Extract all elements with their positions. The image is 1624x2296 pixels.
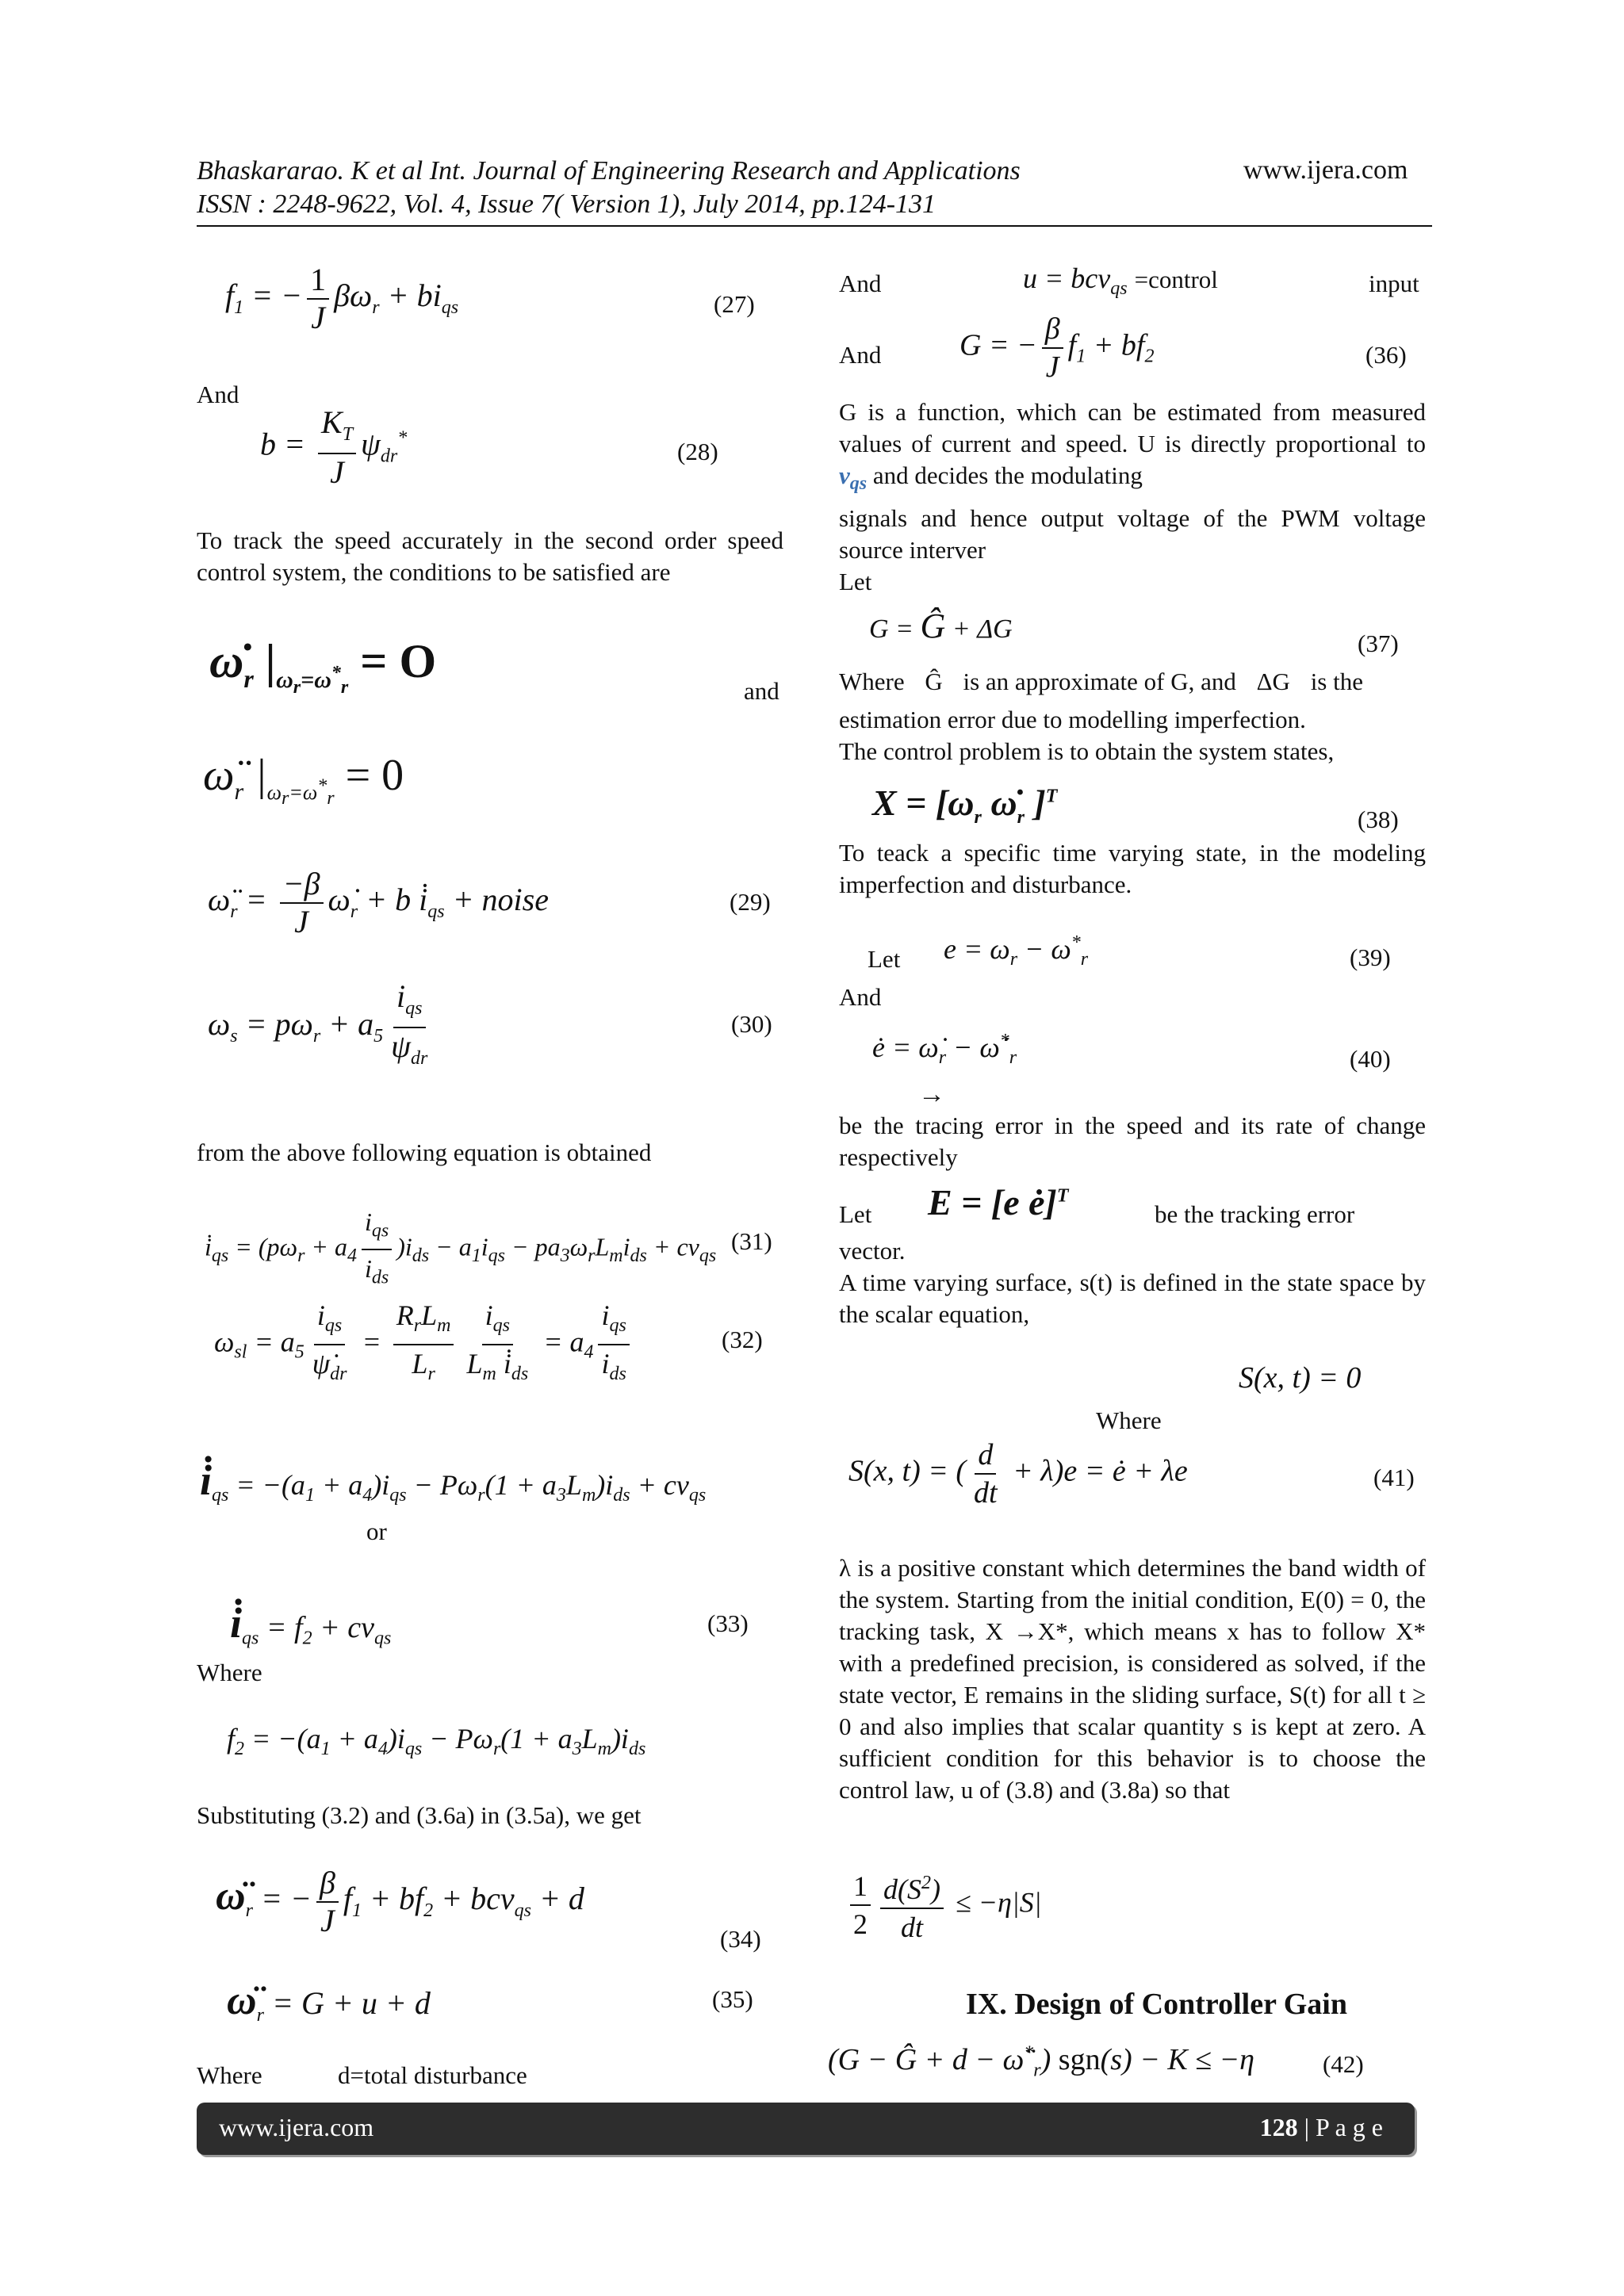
equation-f2: $f_2 = -(a_1 + a_4)i_{qs} - P\omega_r(1 + a_3L_m)i_{ds}$ bbox=[227, 1723, 646, 1760]
equation-32: $\omega_{sl} = a_5$ $\frac{i_{qs}}{\psi̇_{dr}}$ = $\frac{R_rL_m}{L_r}$ $\frac{i_{qs}}{L_m i̇_{ds}}$ = $a_4$ $\frac{i_{qs}}{i_{ds}}$ bbox=[214, 1297, 634, 1392]
or-label: or bbox=[366, 1517, 387, 1545]
paragraph-g-function-text: G is a function, which can be estimated from measured values of current and speed. U is directly proportional to bbox=[839, 398, 1426, 457]
paragraph-time-varying: A time varying surface, s(t) is defined in the state space by the scalar equation, bbox=[839, 1269, 1426, 1328]
eq-number-38: (38) bbox=[1358, 806, 1399, 833]
equation-42: (G − Ĝ + $d - \omegä^*_r$) sgn(s) − K ≤ −η bbox=[828, 2042, 1255, 2081]
eq-number-33: (33) bbox=[707, 1609, 749, 1637]
condition-1: $\omegȧ_r$ $|_{\omega_r=\omega^*_r} = O$ bbox=[209, 635, 437, 698]
equation-38: $X = [\omega_r$ $\omegȧ_r$ ]$^T$ bbox=[872, 783, 1058, 828]
section-heading: IX. Design of Controller Gain bbox=[966, 1988, 1347, 2021]
equation-40: ė = $\omegȧ_r$ − $\omegȧ^*_r$ bbox=[872, 1031, 1017, 1069]
page-number: 128 bbox=[1259, 2113, 1298, 2141]
eq-number-31: (31) bbox=[731, 1227, 772, 1255]
equation-29: $\omegä_r$ = $\frac{-\beta}{J}$ $\omegȧ_r + b$ $i̇_{qs}$ + noise bbox=[208, 866, 549, 939]
equation-37: G = Ĝ + ΔG bbox=[869, 607, 1013, 645]
where-label-3: Where bbox=[1096, 1406, 1162, 1434]
footer-page bbox=[1260, 2113, 1383, 2142]
estimation-error-line: estimation error due to modelling imperfection. bbox=[839, 706, 1306, 733]
and-word: and bbox=[744, 677, 779, 705]
control-problem-line: The control problem is to obtain the system states, bbox=[839, 737, 1335, 765]
g-hat-symbol: Ĝ bbox=[925, 668, 943, 695]
equation-35: $\omegä_r = G + u + d$ bbox=[227, 1978, 431, 2026]
right-and-3: And bbox=[839, 983, 882, 1011]
equation-30: $\omega_s = p\omega_r + a_5$ $\frac{i_{qs}}{\psi_{dr}}$ bbox=[208, 978, 428, 1069]
eq-number-41: (41) bbox=[1373, 1464, 1415, 1491]
equation-27: $f_1$ = − $\frac{1}{J}$ $\beta\omega_r + bi_{qs}$ bbox=[225, 262, 459, 335]
paragraph-lambda: λ is a positive constant which determines the band width of the system. Starting from the initial condition, E(0) = 0, the tracking task, X →X*, which means x has to follow X* with a predefined precision, is considered as solved, if the state vector, E remains in the sliding surface, S(t) for all t ≥ 0 and also implies that scalar quantity s is kept at zero. A sufficient condition for this behavior is to choose the control law, u of (3.8) and (3.8a) so that bbox=[839, 1554, 1426, 1804]
eq-number-29: (29) bbox=[730, 888, 771, 916]
equation-36: G = − $\frac{\beta}{J}$ $f_1 + bf_2$ bbox=[959, 312, 1155, 384]
surface-zero-eq: S(x, t) = 0 bbox=[1239, 1361, 1362, 1395]
eq-number-39: (39) bbox=[1350, 943, 1391, 971]
header-site[interactable]: www.ijera.com bbox=[1243, 155, 1408, 185]
equation-39: $e = \omega_r - \omega^*_r$ bbox=[944, 932, 1089, 970]
paragraph-g-function-tail: and decides the modulating bbox=[872, 461, 1143, 489]
eq-number-27: (27) bbox=[714, 290, 755, 318]
vector-label: vector. bbox=[839, 1237, 906, 1265]
where-approx-line bbox=[839, 666, 1426, 698]
where-label-2: Where bbox=[197, 2061, 262, 2089]
paragraph-track-speed: To track the speed accurately in the second order speed control system, the conditions to be satisfied are bbox=[197, 526, 783, 586]
right-let-3: Let bbox=[839, 1200, 872, 1228]
sufficient-condition-eq: $\frac{1}{2}$ $\frac{d(S^2)}{dt}$ ≤ −η|S| bbox=[845, 1865, 1042, 1946]
paragraph-following-eq: from the above following equation is obtained bbox=[197, 1138, 652, 1166]
eq-number-28: (28) bbox=[677, 438, 718, 465]
equation-41: S(x, t) = ( $\frac{d}{dt}$ + λ)e = ė + λe bbox=[848, 1438, 1188, 1510]
condition-2: $\omegä_r$ $|_{\omega_r=\omega^*_r} = 0$ bbox=[203, 751, 404, 809]
vqs-symbol: $v_{qs}$ bbox=[839, 461, 868, 495]
right-and-2: And bbox=[839, 341, 882, 369]
eq-number-40: (40) bbox=[1350, 1045, 1391, 1073]
eq-number-37: (37) bbox=[1358, 629, 1399, 657]
paragraph-g-function bbox=[839, 396, 1426, 499]
error-vector-equation: E = [e ė]$^T$ bbox=[928, 1182, 1069, 1223]
disturbance-definition: d=total disturbance bbox=[338, 2061, 527, 2089]
and-label: And bbox=[197, 381, 239, 408]
input-label: input bbox=[1369, 270, 1419, 297]
header-rule bbox=[197, 225, 1432, 227]
where-label-1: Where bbox=[197, 1659, 262, 1686]
arrow-mark: → bbox=[918, 1080, 945, 1109]
equation-28: b = $\frac{K_T}{J}$ $\psi_{dr}^*$ bbox=[260, 404, 408, 490]
equation-34: $\omegä_r$ = − $\frac{\beta}{J}$ $f_1 + bf_2 + bcv_{qs} + d$ bbox=[216, 1865, 584, 1938]
paragraph-teack: To teack a specific time varying state, in the modeling imperfection and disturbance. bbox=[839, 839, 1426, 898]
eq-number-32: (32) bbox=[722, 1326, 763, 1353]
equation-iqs-dot: $i̇_{qs} = -(a_1 + a_4)i_{qs} - P\omega_r(1 + a_3L_m)i_{ds} + cv_{qs}$ bbox=[200, 1456, 707, 1506]
eq-number-42: (42) bbox=[1323, 2050, 1364, 2078]
paragraph-substituting: Substituting (3.2) and (3.6a) in (3.5a), we get bbox=[197, 1801, 642, 1829]
page-label: | P a g e bbox=[1297, 2113, 1383, 2141]
equation-33: $i̇_{qs} = f_2 + cv_{qs}$ bbox=[230, 1599, 392, 1649]
paragraph-tracing-error: be the tracing error in the speed and its rate of change respectively bbox=[839, 1112, 1426, 1171]
equation-31: $i̇_{qs} = (p\omega_r + a_4$ $\frac{i_{qs}}{i_{ds}}$ )$i_{ds} - a_1i_{qs} - pa_3\omega_rL_mi_{ds} + cv_{qs}$ bbox=[205, 1203, 716, 1296]
where-approx-c: is the bbox=[1310, 668, 1363, 695]
header-issn: ISSN : 2248-9622, Vol. 4, Issue 7( Version 1), July 2014, pp.124-131 bbox=[197, 189, 936, 219]
paragraph-modulating: signals and hence output voltage of the PWM voltage source interver bbox=[839, 504, 1426, 564]
header-journal: Bhaskararao. K et al Int. Journal of Engineering Research and Applications bbox=[197, 156, 1021, 186]
eq-number-35: (35) bbox=[712, 1985, 753, 2013]
footer-bar bbox=[197, 2103, 1415, 2155]
where-approx-a: Where bbox=[839, 668, 905, 695]
tracking-error-text: be the tracking error bbox=[1155, 1200, 1355, 1228]
right-and-1: And bbox=[839, 270, 882, 297]
control-label: =control bbox=[1134, 266, 1218, 293]
right-let-1: Let bbox=[839, 568, 872, 595]
footer-site[interactable]: www.ijera.com bbox=[219, 2113, 374, 2141]
right-let-2: Let bbox=[868, 945, 901, 973]
eq-number-34: (34) bbox=[720, 1925, 761, 1953]
delta-g-symbol: ΔG bbox=[1256, 668, 1290, 695]
eq-number-36: (36) bbox=[1365, 341, 1407, 369]
eq-number-30: (30) bbox=[731, 1010, 772, 1038]
equation-control-input: u = bcv$_{qs}$ =control bbox=[1023, 262, 1218, 300]
where-approx-b: is an approximate of G, and bbox=[963, 668, 1236, 695]
